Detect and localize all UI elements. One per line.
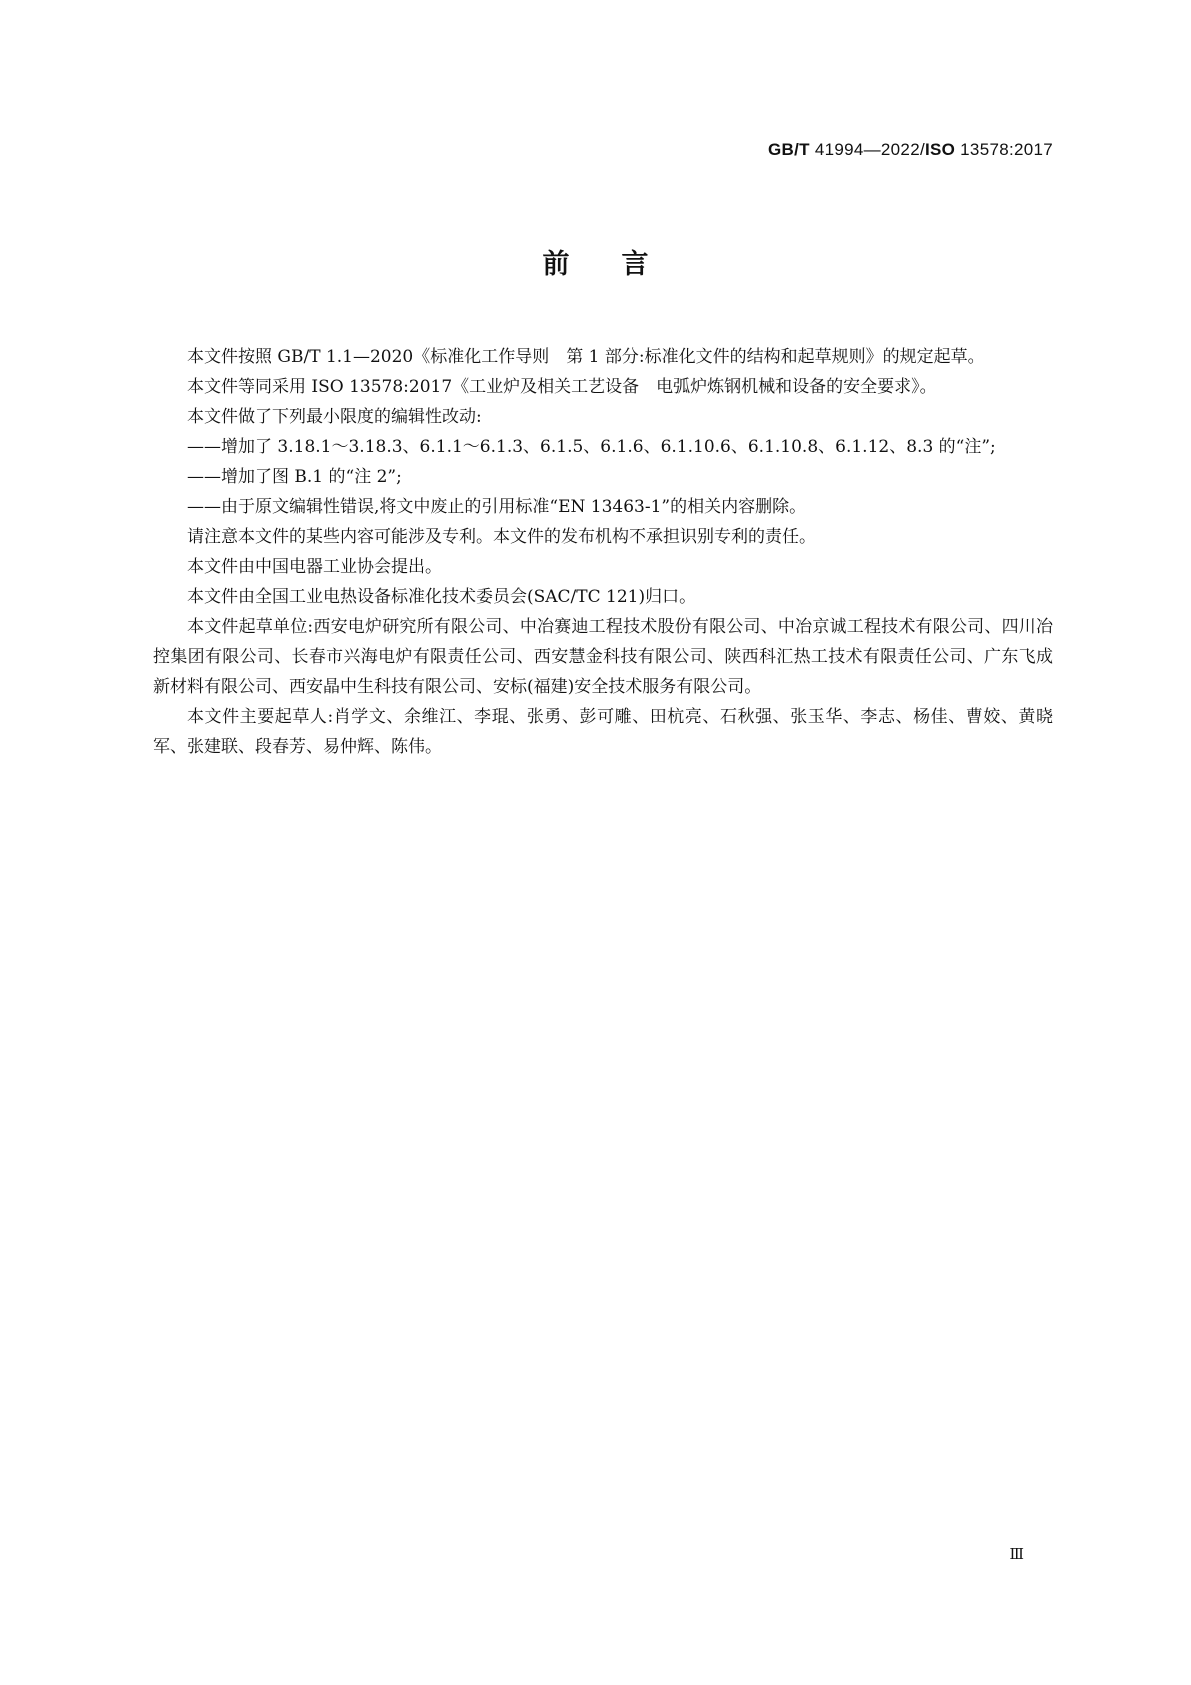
standard-number-header (768, 140, 1053, 160)
page-title: 前言 (542, 249, 701, 280)
paragraph-committee: 本文件由全国工业电热设备标准化技术委员会(SAC/TC 121)归口。 (187, 587, 697, 607)
paragraph-drafting-rules: 本文件按照 GB/T 1.1—2020《标准化工作导则 第 1 部分:标准化文件的结构和起草规则》的规定起草。 (187, 347, 985, 367)
std-number: 41994—2022/ (809, 140, 925, 159)
paragraph-adoption: 本文件等同采用 ISO 13578:2017《工业炉及相关工艺设备 电弧炉炼钢机械和设备的安全要求》。 (187, 377, 937, 397)
paragraph-drafting-units: 本文件起草单位:西安电炉研究所有限公司、中冶赛迪工程技术股份有限公司、中冶京诚工程技术有限公司、四川冶控集团有限公司、长春市兴海电炉有限责任公司、西安慧金科技有限公司、陕西科汇热工技术有限责任公司、广东飞成新材料有限公司、西安晶中生科技有限公司、安标(福建)安全技术服务有限公司。 (153, 617, 1053, 697)
page-number: Ⅲ (1009, 1545, 1024, 1563)
foreword-body (153, 342, 1053, 762)
paragraph-patent-notice: 请注意本文件的某些内容可能涉及专利。本文件的发布机构不承担识别专利的责任。 (187, 527, 816, 547)
edit-item: ——增加了 3.18.1～3.18.3、6.1.1～6.1.3、6.1.5、6.1.6、6.1.10.6、6.1.10.8、6.1.12、8.3 的“注”; (187, 437, 996, 457)
edit-item: ——由于原文编辑性错误,将文中废止的引用标准“EN 13463-1”的相关内容删除。 (187, 497, 807, 517)
edit-item: ——增加了图 B.1 的“注 2”; (187, 467, 402, 487)
paragraph-drafters: 本文件主要起草人:肖学文、余维江、李琨、张勇、彭可雕、田杭亮、石秋强、张玉华、李志、杨佳、曹姣、黄晓军、张建联、段春芳、易仲辉、陈伟。 (153, 707, 1053, 757)
std-iso: ISO (924, 140, 956, 159)
std-prefix: GB/T (768, 140, 810, 159)
paragraph-edits-intro: 本文件做了下列最小限度的编辑性改动: (187, 407, 482, 427)
paragraph-proposer: 本文件由中国电器工业协会提出。 (187, 557, 442, 577)
std-iso-number: 13578:2017 (955, 140, 1053, 159)
